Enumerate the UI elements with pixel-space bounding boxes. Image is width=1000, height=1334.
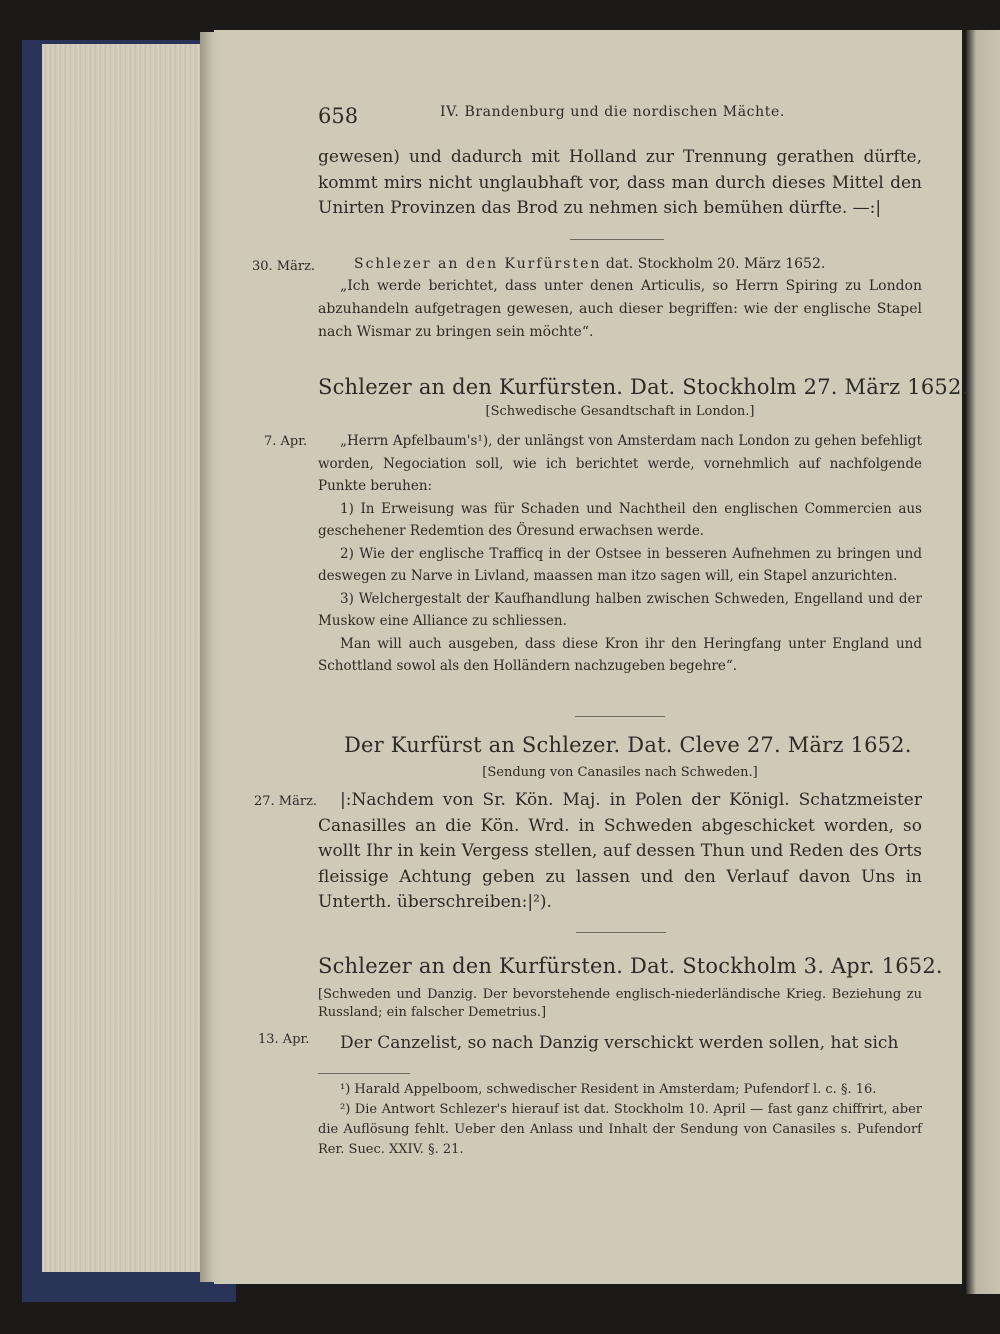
margin-date-4: 13. Apr. [258,1032,310,1047]
entry4-body: Der Canzelist, so nach Danzig verschickt werden sollen, hat sich [340,1033,899,1053]
entry2-closing: Man will auch ausgeben, dass diese Kron ihr den Heringfang unter England und Schottland sowol als den Holländern nachzugeben begehre“. [318,635,922,674]
entry3-heading: Der Kurfürst an Schlezer. Dat. Cleve 27. März 1652. [344,733,912,757]
entry4-heading: Schlezer an den Kurfürsten. Dat. Stockholm 3. Apr. 1652. [318,954,943,978]
entry4-subheading: [Schweden und Danzig. Der bevorstehende englisch-niederländische Krieg. Beziehung zu Russland; ein falscher Demetrius.] [318,987,922,1020]
page-number: 658 [318,104,359,128]
entry1-text [318,275,922,344]
margin-date-2: 7. Apr. [264,434,308,449]
entry2-heading: Schlezer an den Kurfürsten. Dat. Stockholm 27. März 1652. [318,375,969,399]
entry2-intro: „Herrn Apfelbaum's¹), der unlängst von Amsterdam nach London zu gehen befehligt worden, Negociation soll, wie ich berichtet werde, vornehmlich auf nachfolgende Punkte beruhen: [318,433,922,494]
entry2-point-2: 2) Wie der englische Trafficq in der Ostsee in besseren Aufnehmen zu bringen und deswegen zu Narve in Livland, maassen man itzo sagen will, ein Stapel anzurichten. [318,545,922,584]
footnote-2: ²) Die Antwort Schlezer's hierauf ist dat. Stockholm 10. April — fast ganz chiffrirt, aber die Auflösung fehlt. Ueber den Anlass und Inhalt der Sendung von Canasiles s. Pufendorf Rer. Suec. XXIV. §. 21. [318,1102,922,1157]
entry2-subheading: [Schwedische Gesandtschaft in London.] [485,404,755,419]
next-page-edge [966,30,1000,1294]
footnotes [318,1080,922,1160]
divider-3 [576,932,666,933]
entry2-text [318,430,922,678]
page-edges [42,44,210,1272]
entry3-subheading: [Sendung von Canasiles nach Schweden.] [482,765,758,780]
book-gutter [200,32,222,1282]
margin-date-3: 27. März. [254,794,318,809]
entry1-quote: „Ich werde berichtet, dass unter denen Articulis, so Herrn Spiring zu London abzuhandeln aufgetragen gewesen, auch dieser begriffen: wie der englische Stapel nach Wismar zu bringen sein möchte“. [318,278,922,340]
margin-date-1: 30. März. [252,259,316,274]
footnote-divider [318,1073,410,1074]
footnote-1: ¹) Harald Appelboom, schwedischer Resident in Amsterdam; Pufendorf l. c. §. 16. [340,1082,877,1097]
entry4-text [318,1031,922,1057]
entry1-heading [354,256,825,272]
entry1-heading-names: Schlezer an den Kurfürsten [354,256,602,272]
entry1-heading-rest: dat. Stockholm 20. März 1652. [601,256,826,272]
running-title: IV. Brandenburg und die nordischen Mächte. [440,104,785,120]
entry3-body: |:Nachdem von Sr. Kön. Maj. in Polen der Königl. Schatzmeister Canasilles an die Kön. Wrd. in Schweden abgeschicket worden, so wollt Ihr in kein Vergess stellen, auf dessen Thun und Reden des Orts fleissige Achtung geben zu lassen und den Verlauf davon Uns in Unterth. überschreiben:|²). [318,790,922,912]
entry2-point-3: 3) Welchergestalt der Kaufhandlung halben zwischen Schweden, Engelland und der Muskow eine Alliance zu schliessen. [318,590,922,629]
continuation-paragraph: gewesen) und dadurch mit Holland zur Trennung gerathen dürfte, kommt mirs nicht unglaubhaft vor, dass man durch dieses Mittel den Unirten Provinzen das Brod zu nehmen sich bemühen dürfte. —:| [318,147,922,218]
entry2-point-1: 1) In Erweisung was für Schaden und Nachtheil den englischen Commercien aus geschehener Redemtion des Öresund erwachsen werde. [318,500,922,539]
divider-2 [575,716,665,717]
entry3-text [318,788,922,916]
divider-1 [570,239,664,240]
